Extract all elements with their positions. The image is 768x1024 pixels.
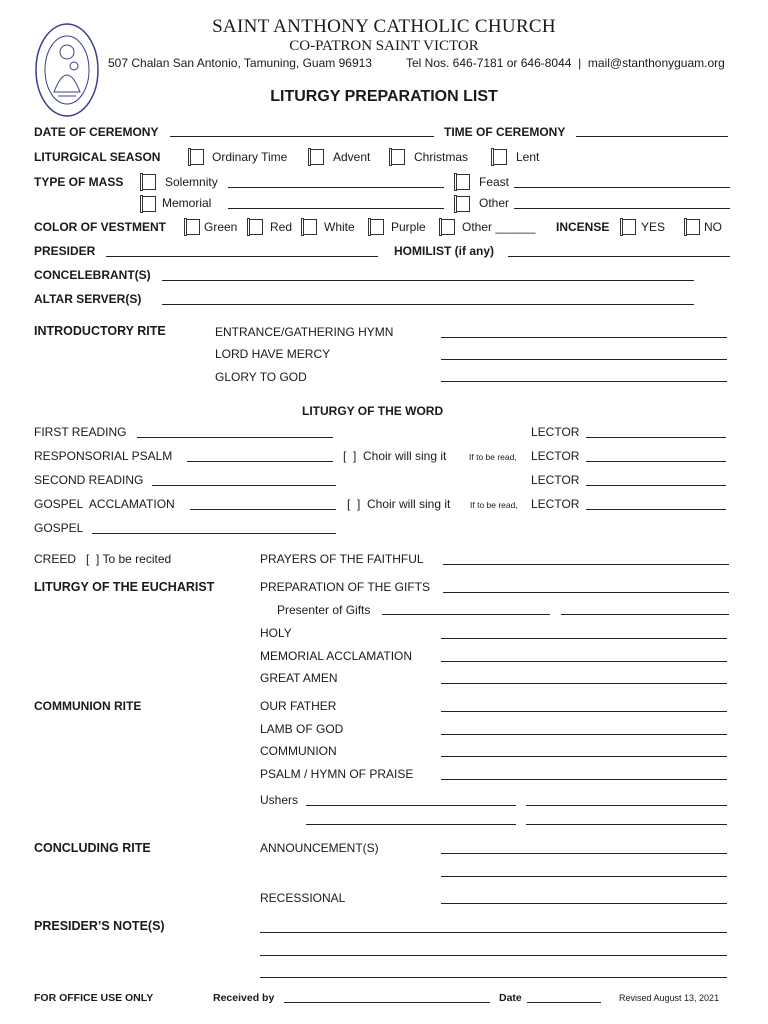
prayers-of-the-faithful-label: PRAYERS OF THE FAITHFUL xyxy=(260,552,424,566)
our-father-field[interactable] xyxy=(441,711,727,712)
concluding-rite-heading: CONCLUDING RITE xyxy=(34,841,151,855)
first-reading-field[interactable] xyxy=(137,437,333,438)
acclamation-lector-label: LECTOR xyxy=(531,497,580,511)
ushers-field-3[interactable] xyxy=(306,824,516,825)
ushers-field-2[interactable] xyxy=(526,805,727,806)
entrance-hymn-label: ENTRANCE/GATHERING HYMN xyxy=(215,325,394,339)
vestment-red-checkbox[interactable] xyxy=(249,219,263,235)
color-of-vestment-label: COLOR OF VESTMENT xyxy=(34,220,166,234)
psalm-lector-field[interactable] xyxy=(586,461,726,462)
glory-to-god-field[interactable] xyxy=(441,381,727,382)
lord-have-mercy-field[interactable] xyxy=(441,359,727,360)
acclamation-choir-option[interactable]: [ ] Choir will sing it xyxy=(347,497,451,511)
entrance-hymn-field[interactable] xyxy=(441,337,727,338)
doc-title: LITURGY PREPARATION LIST xyxy=(270,88,498,105)
liturgy-of-the-word-heading: LITURGY OF THE WORD xyxy=(302,404,444,418)
altar-servers-label: ALTAR SERVER(S) xyxy=(34,292,142,306)
presiders-notes-heading: PRESIDER’S NOTE(S) xyxy=(34,919,165,933)
concelebrants-field[interactable] xyxy=(162,280,694,281)
psalm-hymn-label: PSALM / HYMN OF PRAISE xyxy=(260,767,414,781)
recessional-label: RECESSIONAL xyxy=(260,891,346,905)
incense-yes-label: YES xyxy=(641,220,666,234)
solemnity-field[interactable] xyxy=(228,187,444,188)
first-lector-label: LECTOR xyxy=(531,425,580,439)
our-father-label: OUR FATHER xyxy=(260,699,337,713)
presenter-of-gifts-label: Presenter of Gifts xyxy=(277,603,371,617)
co-patron: CO-PATRON SAINT VICTOR xyxy=(289,38,479,54)
date-field[interactable] xyxy=(527,1002,601,1003)
vestment-purple-checkbox[interactable] xyxy=(370,219,384,235)
acclamation-if-read: If to be read, xyxy=(470,500,518,510)
psalm-hymn-field[interactable] xyxy=(441,779,727,780)
season-lent-label: Lent xyxy=(516,150,540,164)
gospel-acclamation-field[interactable] xyxy=(190,509,336,510)
received-by-field[interactable] xyxy=(284,1002,490,1003)
ushers-field-1[interactable] xyxy=(306,805,516,806)
feast-field[interactable] xyxy=(514,187,730,188)
concelebrants-label: CONCELEBRANT(S) xyxy=(34,268,151,282)
other-field[interactable] xyxy=(514,208,730,209)
time-of-ceremony-field[interactable] xyxy=(576,136,728,137)
prayers-of-the-faithful-field[interactable] xyxy=(443,564,729,565)
contact: Tel Nos. 646-7181 or 646-8044 | mail@stanthonyguam.org xyxy=(406,56,725,70)
glory-to-god-label: GLORY TO GOD xyxy=(215,370,307,384)
acclamation-lector-field[interactable] xyxy=(586,509,726,510)
first-lector-field[interactable] xyxy=(586,437,726,438)
vestment-white-label: White xyxy=(324,220,355,234)
season-lent-checkbox[interactable] xyxy=(493,149,507,165)
season-ordinary-label: Ordinary Time xyxy=(212,150,288,164)
date-of-ceremony-field[interactable] xyxy=(170,136,434,137)
announcements-field-1[interactable] xyxy=(441,853,727,854)
communion-rite-heading: COMMUNION RITE xyxy=(34,699,142,713)
ushers-field-4[interactable] xyxy=(526,824,727,825)
incense-no-label: NO xyxy=(704,220,722,234)
season-christmas-checkbox[interactable] xyxy=(391,149,405,165)
lamb-of-god-field[interactable] xyxy=(441,734,727,735)
season-advent-label: Advent xyxy=(333,150,371,164)
type-of-mass-label: TYPE OF MASS xyxy=(34,175,124,189)
notes-field-2[interactable] xyxy=(260,955,727,956)
date-of-ceremony-label: DATE OF CEREMONY xyxy=(34,125,159,139)
vestment-white-checkbox[interactable] xyxy=(303,219,317,235)
notes-field-1[interactable] xyxy=(260,932,727,933)
psalm-if-read: If to be read, xyxy=(469,452,517,462)
altar-servers-field[interactable] xyxy=(162,304,694,305)
presenter-field-1[interactable] xyxy=(382,614,550,615)
second-lector-label: LECTOR xyxy=(531,473,580,487)
church-name: SAINT ANTHONY CATHOLIC CHURCH xyxy=(212,16,556,37)
great-amen-label: GREAT AMEN xyxy=(260,671,338,685)
revised-date: Revised August 13, 2021 xyxy=(619,993,720,1003)
vestment-purple-label: Purple xyxy=(391,220,426,234)
solemnity-label: Solemnity xyxy=(165,175,218,189)
presider-label: PRESIDER xyxy=(34,244,96,258)
psalm-choir-option[interactable]: [ ] Choir will sing it xyxy=(343,449,447,463)
feast-checkbox[interactable] xyxy=(456,174,470,190)
preparation-of-gifts-field[interactable] xyxy=(443,592,729,593)
announcements-label: ANNOUNCEMENT(S) xyxy=(260,841,379,855)
season-christmas-label: Christmas xyxy=(414,150,469,164)
memorial-checkbox[interactable] xyxy=(142,196,156,212)
holy-label: HOLY xyxy=(260,626,292,640)
other-label: Other xyxy=(479,196,510,210)
homilist-label: HOMILIST (if any) xyxy=(394,244,494,258)
preparation-of-gifts-label: PREPARATION OF THE GIFTS xyxy=(260,580,431,594)
presenter-field-2[interactable] xyxy=(561,614,729,615)
second-reading-field[interactable] xyxy=(152,485,336,486)
creed-option[interactable]: CREED [ ] To be recited xyxy=(34,552,172,566)
second-reading-label: SECOND READING xyxy=(34,473,144,487)
gospel-field[interactable] xyxy=(92,533,336,534)
gospel-acclamation-label: GOSPEL ACCLAMATION xyxy=(34,497,175,511)
memorial-acclamation-field[interactable] xyxy=(441,661,727,662)
notes-field-3[interactable] xyxy=(260,977,727,978)
solemnity-checkbox[interactable] xyxy=(142,174,156,190)
vestment-green-checkbox[interactable] xyxy=(186,219,200,235)
feast-label: Feast xyxy=(479,175,510,189)
lamb-of-god-label: LAMB OF GOD xyxy=(260,722,344,736)
holy-field[interactable] xyxy=(441,638,727,639)
lord-have-mercy-label: LORD HAVE MERCY xyxy=(215,347,331,361)
introductory-rite-heading: INTRODUCTORY RITE xyxy=(34,324,166,338)
date-label: Date xyxy=(499,992,522,1004)
liturgical-season-label: LITURGICAL SEASON xyxy=(34,150,161,164)
psalm-lector-label: LECTOR xyxy=(531,449,580,463)
great-amen-field[interactable] xyxy=(441,683,727,684)
memorial-field[interactable] xyxy=(228,208,444,209)
vestment-other-label: Other ______ xyxy=(462,220,536,234)
vestment-other-checkbox[interactable] xyxy=(441,219,455,235)
homilist-field[interactable] xyxy=(508,256,730,257)
received-by-label: Received by xyxy=(213,992,275,1004)
memorial-label: Memorial xyxy=(162,196,212,210)
incense-yes-checkbox[interactable] xyxy=(622,219,636,235)
vestment-green-label: Green xyxy=(204,220,238,234)
season-advent-checkbox[interactable] xyxy=(310,149,324,165)
first-reading-label: FIRST READING xyxy=(34,425,127,439)
ushers-label: Ushers xyxy=(260,793,299,807)
communion-field[interactable] xyxy=(441,756,727,757)
incense-label: INCENSE xyxy=(556,220,610,234)
responsorial-psalm-field[interactable] xyxy=(187,461,333,462)
communion-label: COMMUNION xyxy=(260,744,337,758)
gospel-label: GOSPEL xyxy=(34,521,84,535)
memorial-acclamation-label: MEMORIAL ACCLAMATION xyxy=(260,649,413,663)
second-lector-field[interactable] xyxy=(586,485,726,486)
liturgy-of-the-eucharist-heading: LITURGY OF THE EUCHARIST xyxy=(34,580,215,594)
vestment-red-label: Red xyxy=(270,220,293,234)
season-ordinary-checkbox[interactable] xyxy=(190,149,204,165)
office-use-only: FOR OFFICE USE ONLY xyxy=(34,992,154,1004)
address: 507 Chalan San Antonio, Tamuning, Guam 96913 xyxy=(108,56,372,70)
time-of-ceremony-label: TIME OF CEREMONY xyxy=(444,125,566,139)
other-checkbox[interactable] xyxy=(456,196,470,212)
responsorial-psalm-label: RESPONSORIAL PSALM xyxy=(34,449,173,463)
incense-no-checkbox[interactable] xyxy=(686,219,700,235)
announcements-field-2[interactable] xyxy=(441,876,727,877)
recessional-field[interactable] xyxy=(441,903,727,904)
presider-field[interactable] xyxy=(106,256,378,257)
